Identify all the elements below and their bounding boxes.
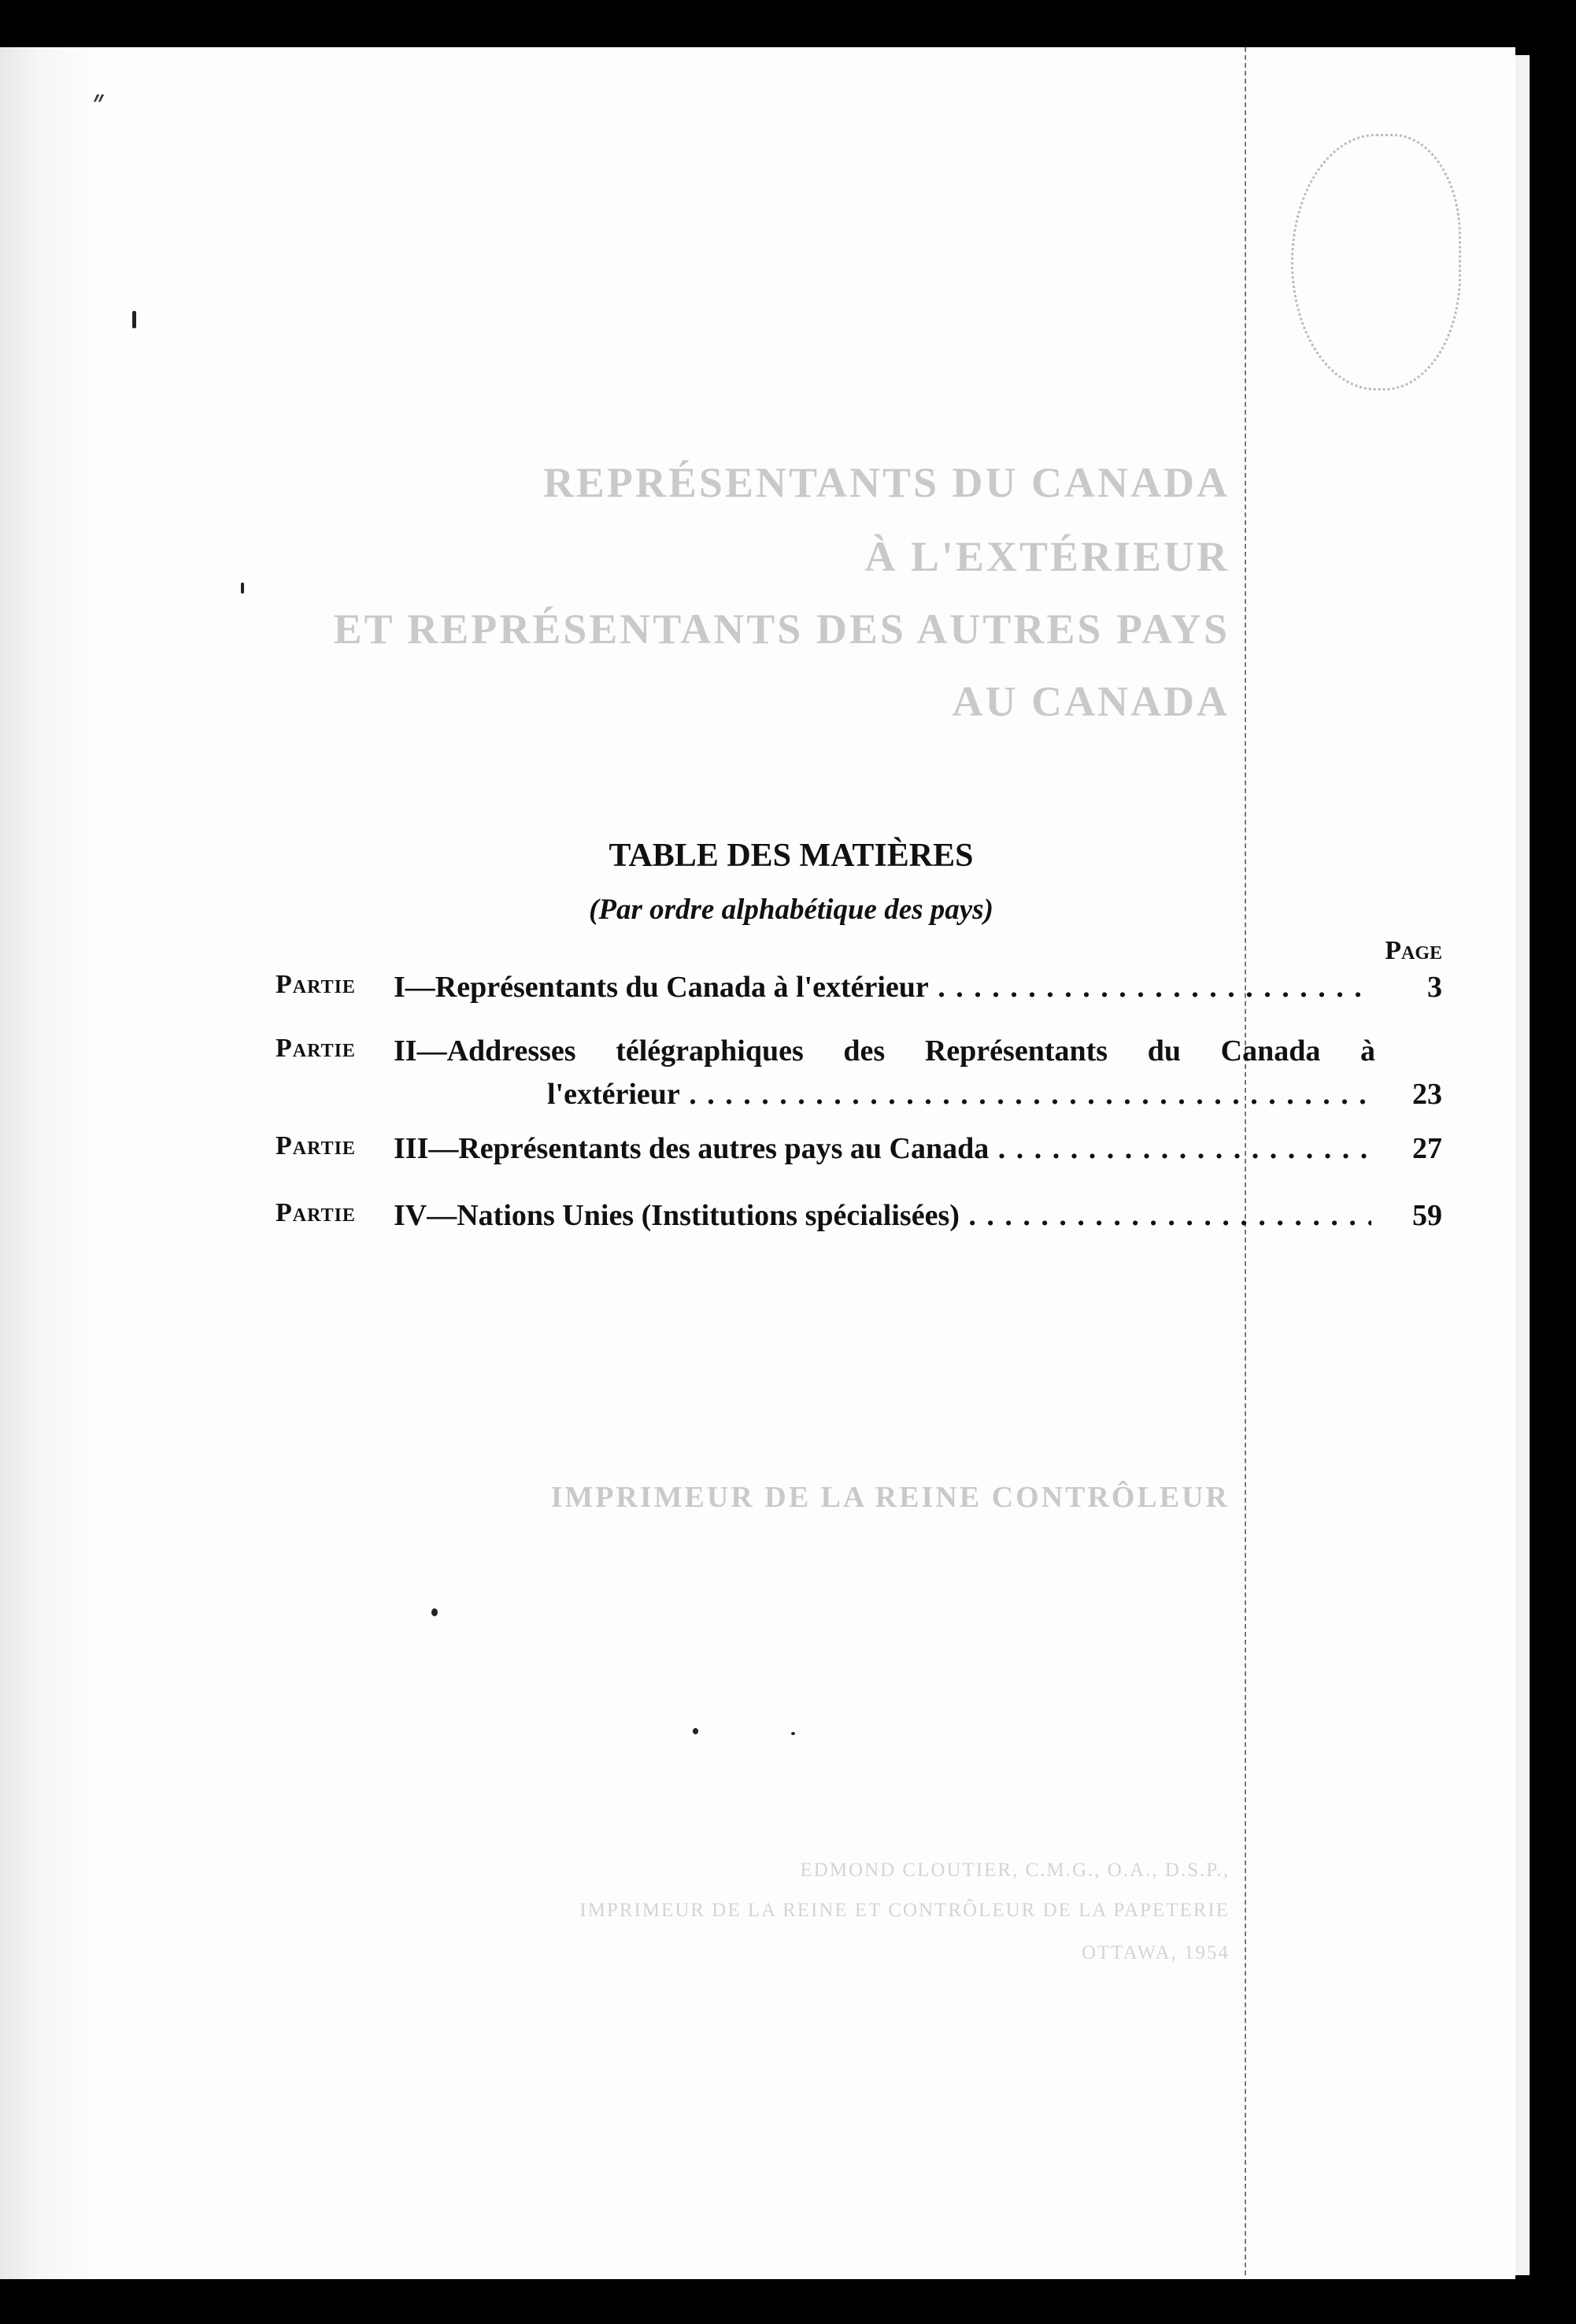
library-stamp-icon bbox=[1291, 134, 1461, 390]
toc-entry-page: 23 bbox=[1412, 1078, 1442, 1111]
toc-entry-text: IV—Nations Unies (Institutions spécialisées) . . . bbox=[394, 1198, 1371, 1233]
scan-border-bottom bbox=[0, 2279, 1576, 2324]
ghost-heading-line-1: REPRÉSENTANTS DU CANADA bbox=[542, 459, 1230, 506]
scan-border-top bbox=[0, 0, 1576, 47]
ghost-imprint-line-2: IMPRIMEUR DE LA REINE ET CONTRÔLEUR DE LA PAPETERIE bbox=[579, 1900, 1230, 1921]
toc-entry-label: Partie bbox=[276, 1131, 356, 1160]
ghost-footer-heading: IMPRIMEUR DE LA REINE CONTRÔLEUR bbox=[550, 1481, 1230, 1514]
ghost-heading-line-4: AU CANADA bbox=[952, 678, 1230, 725]
toc-entry-page: 59 bbox=[1412, 1199, 1442, 1232]
toc-entry-page: 3 bbox=[1427, 971, 1442, 1004]
scan-speck bbox=[431, 1608, 438, 1616]
toc-entry-label: Partie bbox=[276, 1198, 356, 1227]
scan-speck bbox=[132, 311, 136, 328]
toc-entry-continuation: l'extérieur . . . bbox=[547, 1077, 1371, 1112]
ghost-imprint-line-1: EDMOND CLOUTIER, C.M.G., O.A., D.S.P., bbox=[800, 1860, 1230, 1881]
toc-entry-text: I—Représentants du Canada à l'extérieur . . . bbox=[394, 970, 1371, 1005]
toc-title: TABLE DES MATIÈRES bbox=[609, 838, 974, 874]
toc-subtitle: (Par ordre alphabétique des pays) bbox=[589, 894, 993, 926]
scan-speck bbox=[693, 1728, 698, 1734]
toc-entry-label: Partie bbox=[276, 1034, 356, 1063]
toc-entry-2 bbox=[276, 1034, 1442, 1120]
toc-entry-text: II—Addresses télégraphiques des Représentants du Canada à bbox=[394, 1034, 1375, 1068]
toc-entry-page: 27 bbox=[1412, 1132, 1442, 1165]
ghost-heading-line-3: ET REPRÉSENTANTS DES AUTRES PAYS bbox=[333, 605, 1230, 653]
toc-entry-text: III—Représentants des autres pays au Canada . . . bbox=[394, 1131, 1371, 1166]
ghost-heading-line-2: À L'EXTÉRIEUR bbox=[864, 533, 1230, 580]
toc-entry-label: Partie bbox=[276, 970, 356, 999]
scan-speck bbox=[791, 1732, 795, 1735]
page-column-header: Page bbox=[1385, 936, 1442, 965]
ghost-imprint-line-3: OTTAWA, 1954 bbox=[1081, 1942, 1230, 1963]
next-page-edge bbox=[1515, 55, 1530, 2275]
pencil-mark-icon: ״ bbox=[93, 83, 105, 119]
scan-speck bbox=[241, 583, 244, 594]
binding-edge bbox=[0, 46, 94, 2281]
